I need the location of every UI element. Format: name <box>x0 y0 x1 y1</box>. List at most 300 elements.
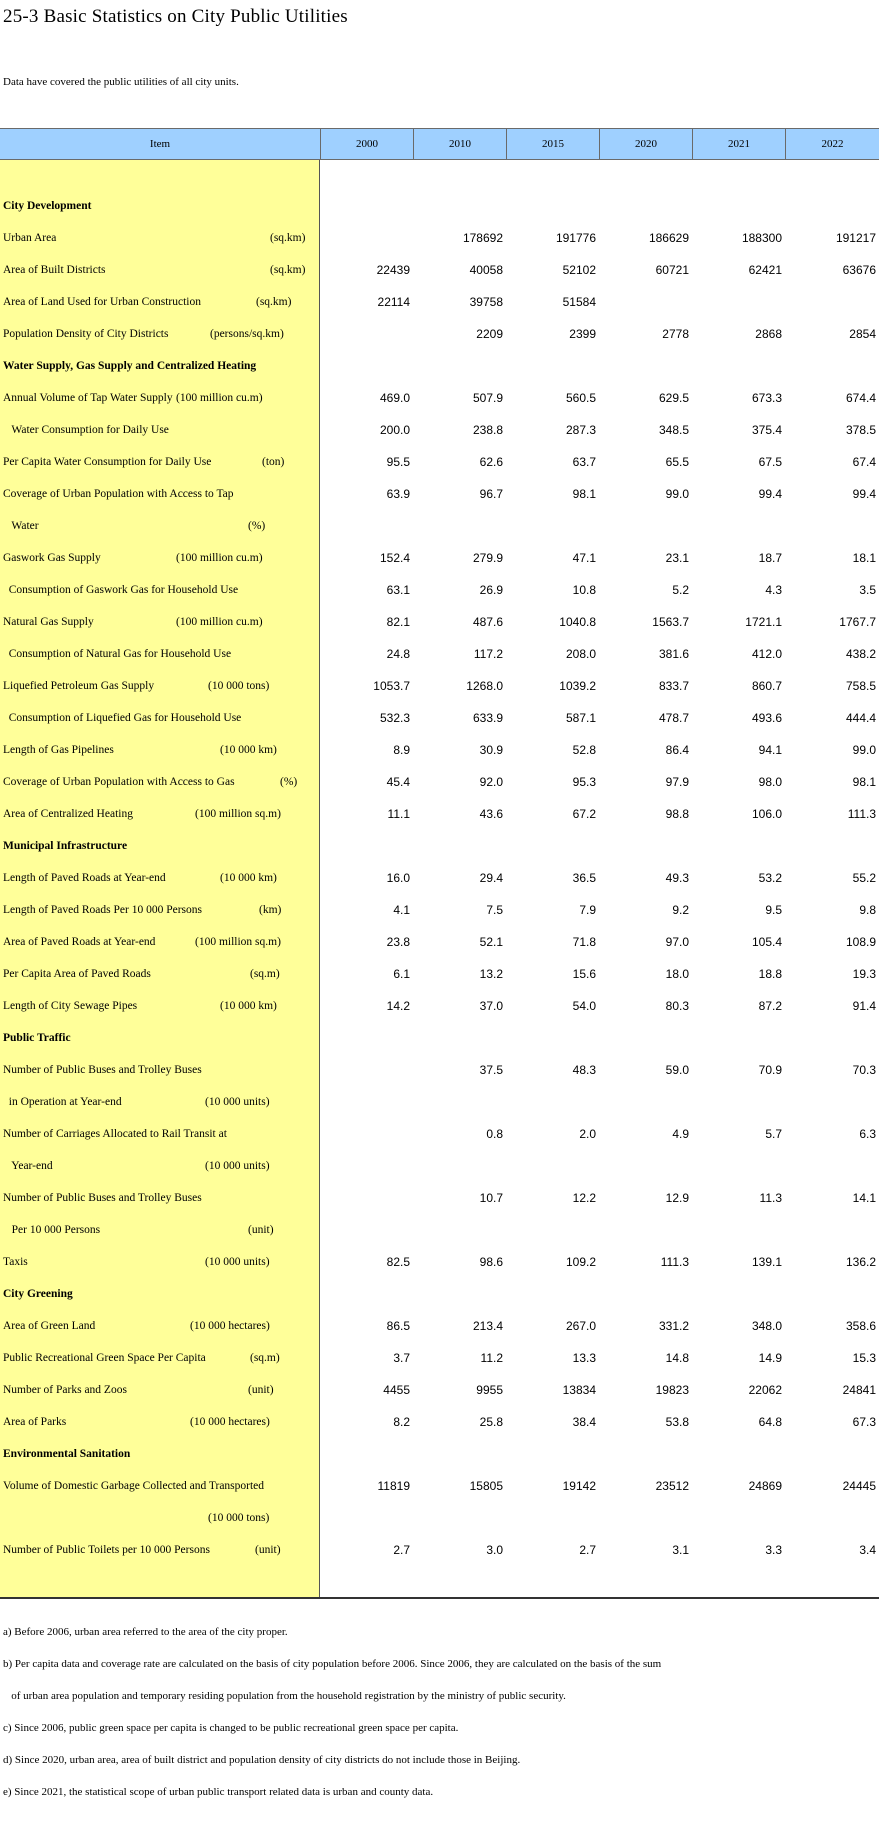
value-cell <box>320 1182 410 1214</box>
value-cell: 86.4 <box>665 743 689 757</box>
row-unit: (10 000 hectares) <box>190 1416 270 1428</box>
value-cell <box>506 1150 596 1182</box>
value-cell: 469.0 <box>379 391 410 405</box>
value-cell: 3.7 <box>393 1351 410 1365</box>
table-row <box>0 510 879 542</box>
table-row <box>0 702 879 734</box>
value-cell <box>692 1214 782 1246</box>
value-cell: 99.4 <box>758 487 782 501</box>
row-unit: (100 million cu.m) <box>176 392 263 404</box>
table-row <box>0 414 879 446</box>
value-cell <box>599 510 689 542</box>
value-cell: 11.3 <box>759 1191 782 1205</box>
value-cell: 24.8 <box>386 647 410 661</box>
value-cell: 19142 <box>562 1479 596 1493</box>
value-cell: 13.3 <box>572 1351 596 1365</box>
value-cell: 22062 <box>748 1383 782 1397</box>
row-unit: (10 000 km) <box>220 872 277 884</box>
value-cell: 30.9 <box>479 743 503 757</box>
value-cell: 39758 <box>469 295 503 309</box>
table-row <box>0 574 879 606</box>
value-cell: 18.8 <box>758 967 782 981</box>
value-cell: 95.5 <box>386 455 410 469</box>
table-row <box>0 478 879 510</box>
value-cell <box>506 1502 596 1534</box>
value-cell: 22439 <box>376 263 410 277</box>
value-cell: 45.4 <box>386 775 410 789</box>
value-cell: 8.9 <box>393 743 410 757</box>
row-label: Area of Centralized Heating <box>3 808 133 820</box>
value-cell: 67.5 <box>758 455 782 469</box>
row-unit: (sq.km) <box>256 296 292 308</box>
value-cell: 4.9 <box>672 1127 689 1141</box>
value-cell: 14.2 <box>386 999 410 1013</box>
row-label: Annual Volume of Tap Water Supply <box>3 392 173 404</box>
row-label: Number of Public Buses and Trolley Buses <box>3 1064 202 1076</box>
value-cell <box>320 222 410 254</box>
value-cell <box>692 1086 782 1118</box>
value-cell: 375.4 <box>751 423 782 437</box>
value-cell: 26.9 <box>479 583 503 597</box>
row-label: Number of Public Toilets per 10 000 Persons <box>3 1544 210 1556</box>
row-unit: (10 000 units) <box>205 1256 270 1268</box>
value-cell: 55.2 <box>852 871 876 885</box>
row-unit: (%) <box>280 776 298 788</box>
table-row <box>0 286 879 318</box>
row-label: Number of Carriages Allocated to Rail Transit at <box>3 1128 227 1140</box>
value-cell: 19.3 <box>852 967 876 981</box>
value-cell: 15.3 <box>852 1351 876 1365</box>
table-row <box>0 990 879 1022</box>
value-cell: 24869 <box>748 1479 782 1493</box>
table-row <box>0 638 879 670</box>
value-cell: 208.0 <box>565 647 596 661</box>
row-label: Natural Gas Supply <box>3 616 94 628</box>
section-row <box>0 830 879 862</box>
value-cell: 191217 <box>835 231 876 245</box>
table-row <box>0 1214 879 1246</box>
value-cell: 52.1 <box>479 935 503 949</box>
value-cell: 3.0 <box>486 1543 503 1557</box>
value-cell: 106.0 <box>751 807 782 821</box>
value-cell <box>413 510 503 542</box>
value-cell: 94.1 <box>758 743 782 757</box>
value-cell: 9.2 <box>672 903 689 917</box>
value-cell: 59.0 <box>665 1063 689 1077</box>
value-cell: 2868 <box>755 327 782 341</box>
row-unit: (100 million cu.m) <box>176 616 263 628</box>
value-cell: 3.3 <box>765 1543 782 1557</box>
value-cell: 24841 <box>842 1383 876 1397</box>
value-cell: 92.0 <box>479 775 503 789</box>
row-label: Liquefied Petroleum Gas Supply <box>3 680 155 692</box>
value-cell: 52.8 <box>572 743 596 757</box>
value-cell: 70.9 <box>758 1063 782 1077</box>
value-cell: 54.0 <box>572 999 596 1013</box>
value-cell: 2778 <box>662 327 689 341</box>
value-cell: 532.3 <box>379 711 410 725</box>
value-cell: 6.3 <box>859 1127 876 1141</box>
value-cell <box>599 1086 689 1118</box>
row-unit: (km) <box>259 904 282 916</box>
table-row <box>0 1310 879 1342</box>
value-cell: 279.9 <box>472 551 503 565</box>
table-row <box>0 1054 879 1086</box>
value-cell: 2854 <box>849 327 876 341</box>
value-cell: 673.3 <box>751 391 782 405</box>
row-unit: (sq.m) <box>250 968 280 980</box>
row-label: Water <box>3 520 39 532</box>
value-cell: 49.3 <box>665 871 689 885</box>
value-cell: 63.9 <box>386 487 410 501</box>
value-cell: 108.9 <box>845 935 876 949</box>
value-cell: 629.5 <box>658 391 689 405</box>
value-cell <box>506 1214 596 1246</box>
value-cell: 487.6 <box>472 615 503 629</box>
value-cell: 71.8 <box>572 935 596 949</box>
value-cell: 38.4 <box>572 1415 596 1429</box>
value-cell: 13834 <box>562 1383 596 1397</box>
table-row <box>0 734 879 766</box>
value-cell: 560.5 <box>565 391 596 405</box>
value-cell: 65.5 <box>665 455 689 469</box>
row-label: Year-end <box>3 1160 53 1172</box>
value-cell: 1053.7 <box>373 679 410 693</box>
row-label: Area of Built Districts <box>3 264 106 276</box>
value-cell: 23.8 <box>386 935 410 949</box>
value-cell: 3.1 <box>672 1543 689 1557</box>
page-title: 25-3 Basic Statistics on City Public Utilities <box>3 6 348 27</box>
value-cell: 67.3 <box>852 1415 876 1429</box>
value-cell: 2399 <box>569 327 596 341</box>
row-label: Length of City Sewage Pipes <box>3 1000 138 1012</box>
value-cell <box>599 1502 689 1534</box>
table-row <box>0 862 879 894</box>
value-cell: 98.8 <box>665 807 689 821</box>
value-cell <box>786 1214 876 1246</box>
section-row <box>0 190 879 222</box>
table-row <box>0 1118 879 1150</box>
value-cell: 7.9 <box>579 903 596 917</box>
value-cell: 493.6 <box>751 711 782 725</box>
value-cell: 111.3 <box>660 1255 689 1269</box>
value-cell: 80.3 <box>665 999 689 1013</box>
value-cell: 67.4 <box>852 455 876 469</box>
value-cell: 14.9 <box>758 1351 782 1365</box>
value-cell: 13.2 <box>479 967 503 981</box>
value-cell: 82.5 <box>386 1255 410 1269</box>
value-cell: 99.0 <box>852 743 876 757</box>
header-year: 2020 <box>599 129 692 159</box>
value-cell: 86.5 <box>386 1319 410 1333</box>
value-cell: 5.7 <box>765 1127 782 1141</box>
value-cell: 23512 <box>655 1479 689 1493</box>
value-cell: 238.8 <box>472 423 503 437</box>
row-unit: (10 000 km) <box>220 744 277 756</box>
row-unit: (100 million sq.m) <box>195 808 281 820</box>
value-cell: 97.0 <box>665 935 689 949</box>
value-cell: 37.0 <box>479 999 503 1013</box>
row-label: Water Consumption for Daily Use <box>3 424 169 436</box>
footnote: a) Before 2006, urban area referred to the area of the city proper. <box>3 1626 288 1638</box>
value-cell: 12.2 <box>572 1191 596 1205</box>
value-cell: 11.2 <box>480 1351 503 1365</box>
value-cell <box>413 1502 503 1534</box>
header-year: 2000 <box>320 129 413 159</box>
section-label: Environmental Sanitation <box>3 1448 131 1460</box>
value-cell: 186629 <box>648 231 689 245</box>
row-unit: (10 000 tons) <box>208 680 270 692</box>
value-cell: 62421 <box>748 263 782 277</box>
table-row <box>0 222 879 254</box>
value-cell: 191776 <box>555 231 596 245</box>
value-cell <box>599 286 689 318</box>
value-cell: 98.1 <box>572 487 596 501</box>
value-cell: 24445 <box>842 1479 876 1493</box>
value-cell: 2.0 <box>579 1127 596 1141</box>
section-row <box>0 1022 879 1054</box>
row-unit: (10 000 units) <box>205 1160 270 1172</box>
value-cell: 63.1 <box>386 583 410 597</box>
value-cell <box>320 1118 410 1150</box>
value-cell: 82.1 <box>386 615 410 629</box>
value-cell: 3.5 <box>859 583 876 597</box>
value-cell: 96.7 <box>479 487 503 501</box>
row-label: Taxis <box>3 1256 28 1268</box>
value-cell: 111.3 <box>847 807 876 821</box>
header-year: 2021 <box>692 129 785 159</box>
statistics-table <box>0 128 879 1599</box>
table-row <box>0 254 879 286</box>
value-cell: 48.3 <box>572 1063 596 1077</box>
value-cell <box>320 1214 410 1246</box>
value-cell: 5.2 <box>672 583 689 597</box>
value-cell: 348.5 <box>658 423 689 437</box>
value-cell: 6.1 <box>393 967 410 981</box>
value-cell: 9.8 <box>859 903 876 917</box>
footnote: b) Per capita data and coverage rate are calculated on the basis of city population before 2006. Since 2006, they are calculated on the basis of the sum <box>3 1658 662 1670</box>
table-row <box>0 958 879 990</box>
row-unit: (100 million cu.m) <box>176 552 263 564</box>
row-label: Urban Area <box>3 232 57 244</box>
value-cell: 117.2 <box>473 647 503 661</box>
row-label: Length of Gas Pipelines <box>3 744 114 756</box>
section-label: Public Traffic <box>3 1032 71 1044</box>
value-cell: 95.3 <box>572 775 596 789</box>
value-cell: 4.1 <box>393 903 410 917</box>
value-cell: 7.5 <box>486 903 503 917</box>
row-label: Public Recreational Green Space Per Capita <box>3 1352 206 1364</box>
value-cell: 152.4 <box>379 551 410 565</box>
value-cell: 860.7 <box>751 679 782 693</box>
value-cell: 25.8 <box>479 1415 503 1429</box>
row-label: Length of Paved Roads Per 10 000 Persons <box>3 904 202 916</box>
row-unit: (sq.km) <box>270 264 306 276</box>
value-cell: 10.8 <box>572 583 596 597</box>
value-cell: 674.4 <box>845 391 876 405</box>
row-label: Length of Paved Roads at Year-end <box>3 872 166 884</box>
value-cell: 358.6 <box>845 1319 876 1333</box>
value-cell: 348.0 <box>751 1319 782 1333</box>
row-unit: (10 000 hectares) <box>190 1320 270 1332</box>
value-cell: 587.1 <box>565 711 596 725</box>
value-cell: 8.2 <box>393 1415 410 1429</box>
table-row <box>0 606 879 638</box>
value-cell: 381.6 <box>658 647 689 661</box>
header-year: 2015 <box>506 129 599 159</box>
value-cell: 97.9 <box>665 775 689 789</box>
value-cell <box>413 1086 503 1118</box>
value-cell: 2.7 <box>579 1543 596 1557</box>
row-label: Number of Public Buses and Trolley Buses <box>3 1192 202 1204</box>
section-label: Water Supply, Gas Supply and Centralized Heating <box>3 360 257 372</box>
table-row <box>0 1182 879 1214</box>
value-cell: 53.8 <box>665 1415 689 1429</box>
value-cell: 36.5 <box>572 871 596 885</box>
value-cell: 267.0 <box>565 1319 596 1333</box>
value-cell <box>692 1150 782 1182</box>
value-cell <box>692 286 782 318</box>
value-cell: 633.9 <box>472 711 503 725</box>
row-label: Per 10 000 Persons <box>3 1224 101 1236</box>
table-row <box>0 798 879 830</box>
row-unit: (10 000 tons) <box>208 1512 270 1524</box>
row-label: Area of Land Used for Urban Construction <box>3 296 201 308</box>
value-cell: 99.0 <box>665 487 689 501</box>
table-row <box>0 1534 879 1566</box>
header-item: Item <box>149 138 171 150</box>
value-cell: 98.6 <box>479 1255 503 1269</box>
value-cell <box>320 510 410 542</box>
table-row <box>0 446 879 478</box>
row-label: Area of Paved Roads at Year-end <box>3 936 156 948</box>
value-cell: 16.0 <box>386 871 410 885</box>
value-cell: 10.7 <box>479 1191 503 1205</box>
value-cell: 18.0 <box>665 967 689 981</box>
row-label: Area of Green Land <box>3 1320 96 1332</box>
value-cell <box>320 1054 410 1086</box>
value-cell <box>320 1150 410 1182</box>
value-cell: 1040.8 <box>559 615 596 629</box>
row-unit: (unit) <box>248 1384 274 1396</box>
value-cell: 15805 <box>469 1479 503 1493</box>
table-row <box>0 382 879 414</box>
value-cell: 98.1 <box>852 775 876 789</box>
value-cell: 87.2 <box>758 999 782 1013</box>
value-cell: 507.9 <box>472 391 503 405</box>
table-row <box>0 1342 879 1374</box>
value-cell: 1039.2 <box>559 679 596 693</box>
value-cell: 99.4 <box>852 487 876 501</box>
value-cell: 378.5 <box>845 423 876 437</box>
row-unit: (100 million sq.m) <box>195 936 281 948</box>
value-cell: 63676 <box>842 263 876 277</box>
value-cell: 136.2 <box>845 1255 876 1269</box>
value-cell <box>320 1502 410 1534</box>
value-cell: 1563.7 <box>652 615 689 629</box>
value-cell: 52102 <box>562 263 596 277</box>
table-row <box>0 1470 879 1502</box>
value-cell: 63.7 <box>572 455 596 469</box>
value-cell <box>786 1502 876 1534</box>
value-cell: 412.0 <box>751 647 782 661</box>
row-label: Per Capita Water Consumption for Daily Use <box>3 456 212 468</box>
value-cell: 188300 <box>741 231 782 245</box>
value-cell <box>599 1214 689 1246</box>
section-row <box>0 350 879 382</box>
table-row <box>0 1374 879 1406</box>
value-cell <box>786 1086 876 1118</box>
value-cell: 4.3 <box>765 583 782 597</box>
value-cell <box>786 286 876 318</box>
value-cell: 40058 <box>469 263 503 277</box>
row-unit: (%) <box>248 520 266 532</box>
table-row <box>0 926 879 958</box>
value-cell: 29.4 <box>479 871 503 885</box>
value-cell: 60721 <box>655 263 689 277</box>
value-cell <box>320 1086 410 1118</box>
table-row <box>0 1406 879 1438</box>
value-cell: 200.0 <box>379 423 410 437</box>
row-label: Area of Parks <box>3 1416 67 1428</box>
value-cell: 11819 <box>377 1479 410 1493</box>
table-row <box>0 542 879 574</box>
row-unit: (persons/sq.km) <box>210 328 284 340</box>
value-cell: 139.1 <box>751 1255 782 1269</box>
value-cell: 64.8 <box>758 1415 782 1429</box>
row-label: Per Capita Area of Paved Roads <box>3 968 151 980</box>
value-cell: 22114 <box>377 295 410 309</box>
value-cell: 98.0 <box>758 775 782 789</box>
header-year: 2010 <box>413 129 506 159</box>
value-cell: 91.4 <box>852 999 876 1013</box>
value-cell <box>413 1214 503 1246</box>
row-label: Consumption of Gaswork Gas for Household Use <box>3 584 239 596</box>
value-cell: 23.1 <box>665 551 689 565</box>
row-label: Consumption of Liquefied Gas for Household Use <box>3 712 242 724</box>
row-label: Population Density of City Districts <box>3 328 169 340</box>
table-row <box>0 1246 879 1278</box>
table-row <box>0 318 879 350</box>
table-header <box>0 128 879 160</box>
value-cell: 11.1 <box>387 807 410 821</box>
row-unit: (10 000 km) <box>220 1000 277 1012</box>
footnote: c) Since 2006, public green space per capita is changed to be public recreational green space per capita. <box>3 1722 459 1734</box>
value-cell <box>413 1150 503 1182</box>
value-cell <box>692 510 782 542</box>
value-cell: 105.4 <box>751 935 782 949</box>
value-cell <box>320 318 410 350</box>
value-cell <box>692 1502 782 1534</box>
value-cell: 3.4 <box>859 1543 876 1557</box>
section-label: City Greening <box>3 1288 73 1300</box>
header-year: 2022 <box>785 129 879 159</box>
value-cell: 109.2 <box>565 1255 596 1269</box>
table-row <box>0 1150 879 1182</box>
value-cell: 51584 <box>562 295 596 309</box>
value-cell: 12.9 <box>665 1191 689 1205</box>
value-cell: 2.7 <box>393 1543 410 1557</box>
row-unit: (unit) <box>248 1224 274 1236</box>
value-cell: 0.8 <box>486 1127 503 1141</box>
table-row <box>0 766 879 798</box>
table-body <box>0 160 879 1599</box>
row-unit: (sq.km) <box>270 232 306 244</box>
value-cell: 444.4 <box>845 711 876 725</box>
value-cell: 833.7 <box>658 679 689 693</box>
table-row <box>0 894 879 926</box>
value-cell: 1268.0 <box>466 679 503 693</box>
